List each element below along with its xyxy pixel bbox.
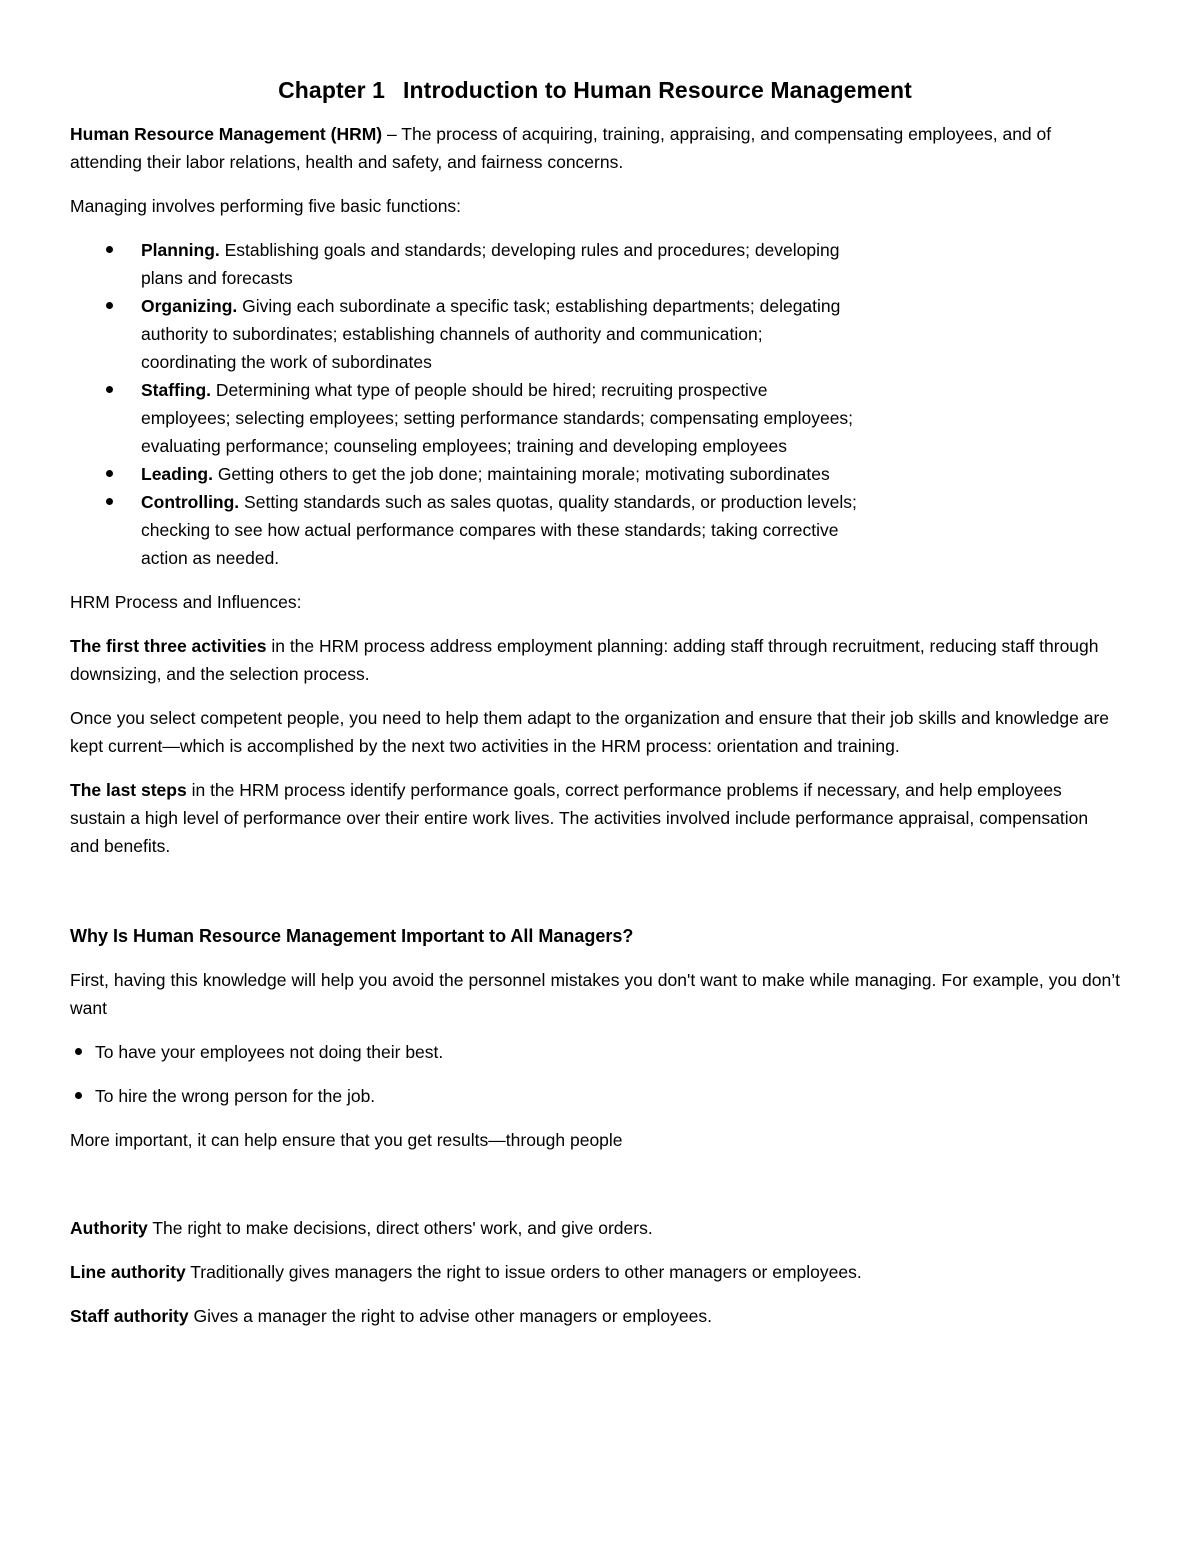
line-authority-definition [70, 1258, 1120, 1286]
hrm-term: Human Resource Management (HRM) [70, 124, 383, 144]
process-label: HRM Process and Influences: [70, 592, 302, 612]
process-last-text: in the HRM process identify performance goals, correct performance problems if necessary, and help employees sustain a high level of performance over their entire work lives. The activities involved include performance appraisal, compensation and benefits. [70, 780, 1089, 856]
process-last-term: The last steps [70, 780, 187, 800]
function-term: Staffing. [141, 380, 211, 400]
why-heading: Why Is Human Resource Management Important to All Managers? [70, 926, 634, 946]
staff-authority-text: Gives a manager the right to advise other managers or employees. [188, 1306, 712, 1326]
staff-authority-term: Staff authority [70, 1306, 189, 1326]
functions-intro: Managing involves performing five basic functions: [70, 196, 462, 216]
list-item: To have your employees not doing their best. [95, 1038, 1120, 1066]
page-title [70, 72, 1120, 108]
function-text: Setting standards such as sales quotas, quality standards, or production levels; checking to see how actual performance compares with these standards; taking corrective action as needed. [141, 492, 857, 568]
function-text: Giving each subordinate a specific task; establishing departments; delegating authority to subordinates; establishing channels of authority and communication; coordinating the work of subordinates [141, 296, 841, 372]
why-conclusion: More important, it can help ensure that you get results—through people [70, 1130, 623, 1150]
function-term: Leading. [141, 464, 213, 484]
why-intro: First, having this knowledge will help you avoid the personnel mistakes you don't want to make while managing. For example, you don’t want [70, 970, 1120, 1018]
function-term: Organizing. [141, 296, 238, 316]
staff-authority-definition [70, 1302, 1120, 1330]
process-last-paragraph [70, 776, 1120, 860]
process-first-paragraph [70, 632, 1120, 688]
function-text: Determining what type of people should be hired; recruiting prospective employees; selecting employees; setting performance standards; compensating employees; evaluating performance; counseling employees; training and developing employees [141, 380, 854, 456]
list-item: To hire the wrong person for the job. [95, 1082, 1120, 1110]
management-functions-list [70, 236, 861, 572]
list-item [141, 488, 861, 572]
list-item [141, 460, 861, 488]
chapter-label: Chapter 1 [278, 77, 386, 103]
authority-definition [70, 1214, 1120, 1242]
function-term: Controlling. [141, 492, 240, 512]
chapter-name: Introduction to Human Resource Management [403, 77, 912, 103]
function-term: Planning. [141, 240, 220, 260]
function-text: Getting others to get the job done; maintaining morale; motivating subordinates [212, 464, 830, 484]
function-text: Establishing goals and standards; developing rules and procedures; developing plans and forecasts [141, 240, 840, 288]
list-item [141, 292, 861, 376]
line-authority-term: Line authority [70, 1262, 186, 1282]
line-authority-text: Traditionally gives managers the right to issue orders to other managers or employees. [185, 1262, 862, 1282]
list-item [141, 376, 861, 460]
process-middle-paragraph: Once you select competent people, you need to help them adapt to the organization and ensure that their job skills and knowledge are kept current—which is accomplished by the next two activities in the HRM process: orientation and training. [70, 708, 1110, 756]
why-list [70, 1038, 1120, 1110]
hrm-text: – The process of acquiring, training, appraising, and compensating employees, and of attending their labor relations, health and safety, and fairness concerns. [70, 124, 1052, 172]
list-item [141, 236, 861, 292]
authority-text: The right to make decisions, direct others' work, and give orders. [147, 1218, 653, 1238]
process-first-term: The first three activities [70, 636, 267, 656]
authority-term: Authority [70, 1218, 148, 1238]
hrm-definition [70, 120, 1120, 176]
process-first-text: in the HRM process address employment planning: adding staff through recruitment, reducing staff through downsizing, and the selection process. [70, 636, 1099, 684]
